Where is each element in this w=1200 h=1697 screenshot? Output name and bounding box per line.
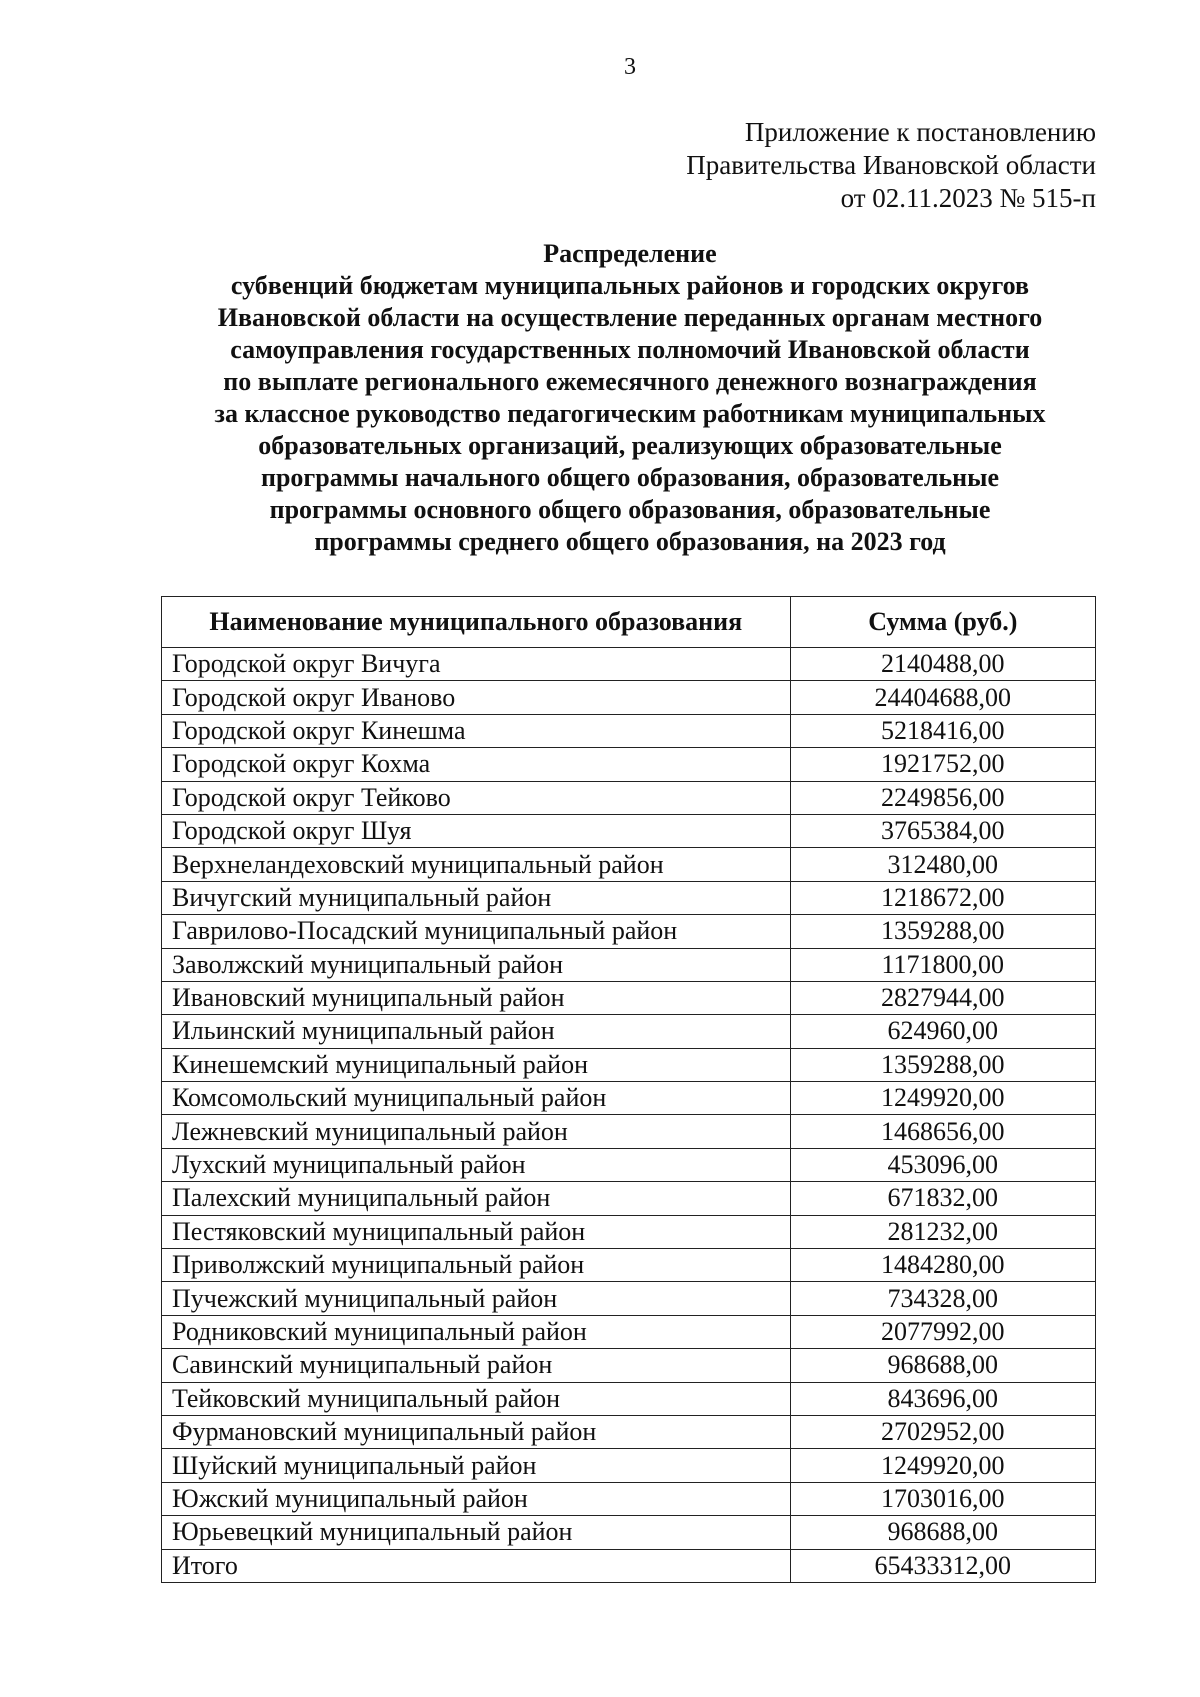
- table-row: [162, 1349, 1096, 1382]
- municipality-name: Городской округ Вичуга: [162, 648, 791, 681]
- table-row: [162, 1315, 1096, 1348]
- title-line: программы среднего общего образования, на 2023 год: [314, 527, 946, 556]
- municipality-name: Ивановский муниципальный район: [162, 981, 791, 1014]
- subvention-amount: 453096,00: [790, 1148, 1095, 1181]
- subvention-amount: 1921752,00: [790, 748, 1095, 781]
- subvention-amount: 2827944,00: [790, 981, 1095, 1014]
- table-row: [162, 1048, 1096, 1081]
- subvention-amount: 281232,00: [790, 1215, 1095, 1248]
- municipality-name: Приволжский муниципальный район: [162, 1249, 791, 1282]
- table-row: [162, 948, 1096, 981]
- subvention-amount: 968688,00: [790, 1349, 1095, 1382]
- municipality-name: Южский муниципальный район: [162, 1482, 791, 1515]
- subvention-amount: 2702952,00: [790, 1415, 1095, 1448]
- municipality-name: Савинский муниципальный район: [162, 1349, 791, 1382]
- table-row: [162, 1282, 1096, 1315]
- title-line: за классное руководство педагогическим работникам муниципальных: [214, 399, 1046, 428]
- column-header-name: Наименование муниципального образования: [162, 597, 791, 648]
- appendix-date-number: от 02.11.2023 № 515-п: [840, 183, 1096, 213]
- subvention-amount: 624960,00: [790, 1015, 1095, 1048]
- table-row: [162, 748, 1096, 781]
- table-row: [162, 814, 1096, 847]
- municipality-name: Родниковский муниципальный район: [162, 1315, 791, 1348]
- table-row: [162, 781, 1096, 814]
- table-row: [162, 848, 1096, 881]
- subvention-amount: 1359288,00: [790, 915, 1095, 948]
- subvention-amount: 2077992,00: [790, 1315, 1095, 1348]
- total-row: [162, 1549, 1096, 1582]
- municipality-name: Палехский муниципальный район: [162, 1182, 791, 1215]
- table-row: [162, 1415, 1096, 1448]
- subvention-amount: 968688,00: [790, 1516, 1095, 1549]
- municipality-name: Верхнеландеховский муниципальный район: [162, 848, 791, 881]
- title-line: Ивановской области на осуществление переданных органам местного: [217, 303, 1043, 332]
- table-row: [162, 915, 1096, 948]
- subvention-amount: 1468656,00: [790, 1115, 1095, 1148]
- subvention-amount: 1703016,00: [790, 1482, 1095, 1515]
- column-header-sum: Сумма (руб.): [790, 597, 1095, 648]
- subvention-amount: 1171800,00: [790, 948, 1095, 981]
- subvention-amount: 312480,00: [790, 848, 1095, 881]
- table-row: [162, 681, 1096, 714]
- table-row: [162, 1249, 1096, 1282]
- subvention-amount: 1218672,00: [790, 881, 1095, 914]
- subvention-amount: 3765384,00: [790, 814, 1095, 847]
- municipality-name: Пучежский муниципальный район: [162, 1282, 791, 1315]
- subvention-amount: 1249920,00: [790, 1082, 1095, 1115]
- title-line: самоуправления государственных полномочий Ивановской области: [230, 335, 1030, 364]
- subvention-amount: 843696,00: [790, 1382, 1095, 1415]
- table-row: [162, 1082, 1096, 1115]
- table-row: [162, 1382, 1096, 1415]
- total-amount: 65433312,00: [790, 1549, 1095, 1582]
- table-row: [162, 1215, 1096, 1248]
- municipality-name: Городской округ Кинешма: [162, 714, 791, 747]
- document-title: [140, 238, 1120, 558]
- title-line: программы основного общего образования, образовательные: [269, 495, 991, 524]
- appendix-reference: [686, 116, 1096, 215]
- distribution-table: [161, 596, 1096, 1583]
- subvention-amount: 1249920,00: [790, 1449, 1095, 1482]
- municipality-name: Кинешемский муниципальный район: [162, 1048, 791, 1081]
- municipality-name: Заволжский муниципальный район: [162, 948, 791, 981]
- table-header-row: [162, 597, 1096, 648]
- subvention-amount: 5218416,00: [790, 714, 1095, 747]
- municipality-name: Городской округ Тейково: [162, 781, 791, 814]
- municipality-name: Тейковский муниципальный район: [162, 1382, 791, 1415]
- table-row: [162, 1449, 1096, 1482]
- municipality-name: Городской округ Шуя: [162, 814, 791, 847]
- municipality-name: Пестяковский муниципальный район: [162, 1215, 791, 1248]
- municipality-name: Шуйский муниципальный район: [162, 1449, 791, 1482]
- appendix-line: Правительства Ивановской области: [686, 150, 1096, 180]
- total-label: Итого: [162, 1549, 791, 1582]
- page-number: 3: [624, 54, 636, 80]
- table-row: [162, 1148, 1096, 1181]
- subvention-amount: 671832,00: [790, 1182, 1095, 1215]
- subvention-amount: 1484280,00: [790, 1249, 1095, 1282]
- title-line: образовательных организаций, реализующих образовательные: [258, 431, 1002, 460]
- table-row: [162, 1115, 1096, 1148]
- subvention-amount: 2249856,00: [790, 781, 1095, 814]
- municipality-name: Ильинский муниципальный район: [162, 1015, 791, 1048]
- title-heading: Распределение: [543, 239, 717, 268]
- table-row: [162, 1516, 1096, 1549]
- title-line: программы начального общего образования, образовательные: [260, 463, 999, 492]
- municipality-name: Фурмановский муниципальный район: [162, 1415, 791, 1448]
- subvention-amount: 2140488,00: [790, 648, 1095, 681]
- table-row: [162, 1482, 1096, 1515]
- table-row: [162, 1015, 1096, 1048]
- table-row: [162, 981, 1096, 1014]
- subvention-amount: 734328,00: [790, 1282, 1095, 1315]
- municipality-name: Лежневский муниципальный район: [162, 1115, 791, 1148]
- municipality-name: Гаврилово-Посадский муниципальный район: [162, 915, 791, 948]
- table-row: [162, 714, 1096, 747]
- table-row: [162, 881, 1096, 914]
- municipality-name: Вичугский муниципальный район: [162, 881, 791, 914]
- municipality-name: Юрьевецкий муниципальный район: [162, 1516, 791, 1549]
- appendix-line: Приложение к постановлению: [744, 117, 1096, 147]
- municipality-name: Городской округ Кохма: [162, 748, 791, 781]
- municipality-name: Городской округ Иваново: [162, 681, 791, 714]
- subvention-amount: 24404688,00: [790, 681, 1095, 714]
- municipality-name: Комсомольский муниципальный район: [162, 1082, 791, 1115]
- table-row: [162, 648, 1096, 681]
- title-line: субвенций бюджетам муниципальных районов и городских округов: [230, 271, 1030, 300]
- title-line: по выплате регионального ежемесячного денежного вознаграждения: [223, 367, 1037, 396]
- table-row: [162, 1182, 1096, 1215]
- municipality-name: Лухский муниципальный район: [162, 1148, 791, 1181]
- subvention-amount: 1359288,00: [790, 1048, 1095, 1081]
